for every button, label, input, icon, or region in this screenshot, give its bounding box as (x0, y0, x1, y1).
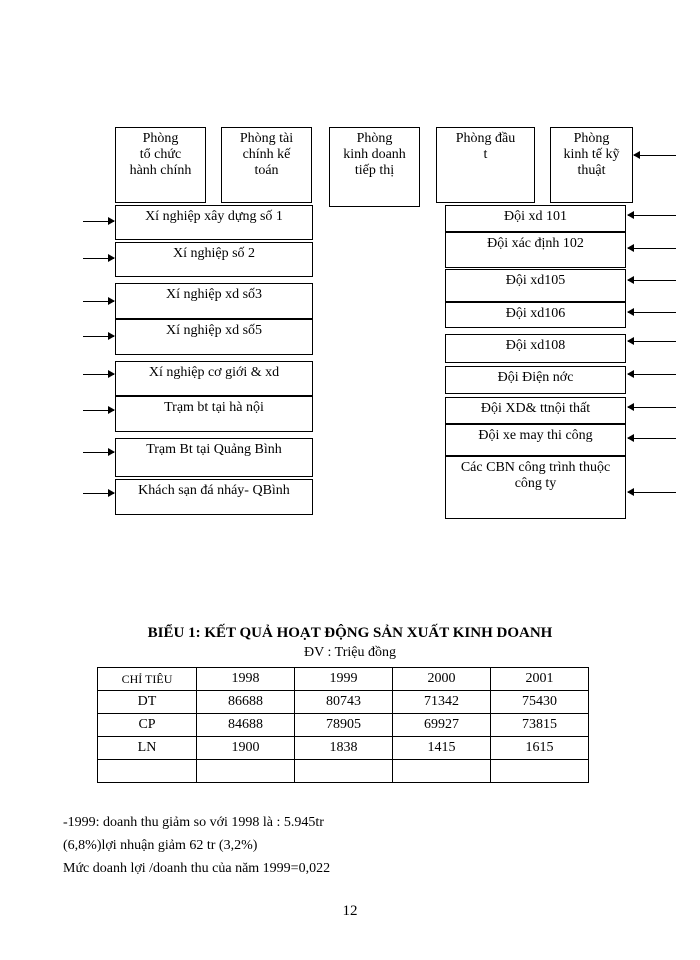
left-unit-hanoi-station: Trạm bt tại hà nội (115, 396, 313, 432)
arrow-left-2 (83, 258, 114, 259)
table-cell: 80743 (295, 691, 393, 714)
table-row (98, 691, 589, 714)
dept-box-finance: Phòng tài chính kế toán (221, 127, 312, 203)
table-cell: LN (98, 737, 197, 760)
right-unit-101: Đội xd 101 (445, 205, 626, 232)
right-unit-cbn: Các CBN công trình thuộc công ty (445, 456, 626, 519)
arrow-to-technical (634, 155, 676, 156)
header-cell: 2000 (393, 668, 491, 691)
header-cell: 1998 (197, 668, 295, 691)
left-unit-mechanical: Xí nghiệp cơ giới & xd (115, 361, 313, 396)
arrow-left-6 (83, 410, 114, 411)
arrow-left-8 (83, 493, 114, 494)
left-unit-hotel: Khách sạn đá nháy- QBình (115, 479, 313, 515)
table-cell: CP (98, 714, 197, 737)
right-unit-machinery: Đội xe may thi công (445, 424, 626, 456)
arrow-left-3 (83, 301, 114, 302)
dept-box-investment: Phòng đầu t (436, 127, 535, 203)
arrow-right-7 (628, 407, 676, 408)
table-row (98, 737, 589, 760)
arrow-right-6 (628, 374, 676, 375)
arrow-right-8 (628, 438, 676, 439)
header-cell: 2001 (491, 668, 589, 691)
table-cell (295, 760, 393, 783)
arrow-right-2 (628, 248, 676, 249)
right-unit-105: Đội xd105 (445, 269, 626, 302)
table-cell: 75430 (491, 691, 589, 714)
note-line-3: Mức doanh lợi /doanh thu của năm 1999=0,022 (63, 861, 331, 876)
right-unit-electric-water: Đội Điện nớc (445, 366, 626, 394)
right-unit-interior: Đội XD& ttnội thất (445, 397, 626, 424)
right-unit-106: Đội xd106 (445, 302, 626, 328)
table-cell: 86688 (197, 691, 295, 714)
arrow-right-4 (628, 312, 676, 313)
arrow-left-4 (83, 336, 114, 337)
table-header-row (98, 668, 589, 691)
arrow-right-5 (628, 341, 676, 342)
left-unit-xn2: Xí nghiệp số 2 (115, 242, 313, 277)
table-cell: DT (98, 691, 197, 714)
note-line-1: -1999: doanh thu giảm so với 1998 là : 5.945tr (63, 815, 324, 830)
arrow-right-1 (628, 215, 676, 216)
results-table (97, 667, 589, 783)
table-cell: 73815 (491, 714, 589, 737)
table-cell: 1615 (491, 737, 589, 760)
table-cell (393, 760, 491, 783)
table-cell: 71342 (393, 691, 491, 714)
table-row (98, 714, 589, 737)
dept-box-business: Phòng kinh doanh tiếp thị (329, 127, 420, 207)
table-cell (197, 760, 295, 783)
table-unit: ĐV : Triệu đồng (304, 645, 396, 660)
arrow-right-9 (628, 492, 676, 493)
table-cell: 1415 (393, 737, 491, 760)
arrow-right-3 (628, 280, 676, 281)
table-cell: 84688 (197, 714, 295, 737)
table-cell: 69927 (393, 714, 491, 737)
header-cell: CHỈ TIÊU (98, 668, 197, 691)
left-unit-quangbinh-station: Trạm Bt tại Quảng Bình (115, 438, 313, 477)
arrow-left-7 (83, 452, 114, 453)
table-cell: 1900 (197, 737, 295, 760)
dept-box-technical: Phòng kinh tế kỹ thuật (550, 127, 633, 203)
left-unit-xn5: Xí nghiệp xd số5 (115, 319, 313, 355)
header-cell: 1999 (295, 668, 393, 691)
dept-box-organization: Phòng tổ chức hành chính (115, 127, 206, 203)
right-unit-108: Đội xd108 (445, 334, 626, 363)
arrow-left-5 (83, 374, 114, 375)
table-cell (491, 760, 589, 783)
right-unit-102: Đội xác định 102 (445, 232, 626, 268)
table-cell (98, 760, 197, 783)
table-title: BIỂU 1: KẾT QUẢ HOẠT ĐỘNG SẢN XUẤT KINH DOANH (147, 625, 553, 641)
left-unit-xn3: Xí nghiệp xd số3 (115, 283, 313, 319)
page-number: 12 (342, 903, 358, 919)
table-cell: 78905 (295, 714, 393, 737)
note-line-2: (6,8%)lợi nhuận giảm 62 tr (3,2%) (63, 838, 258, 853)
table-row (98, 760, 589, 783)
left-unit-xn1: Xí nghiệp xây dựng số 1 (115, 205, 313, 240)
table-cell: 1838 (295, 737, 393, 760)
arrow-left-1 (83, 221, 114, 222)
